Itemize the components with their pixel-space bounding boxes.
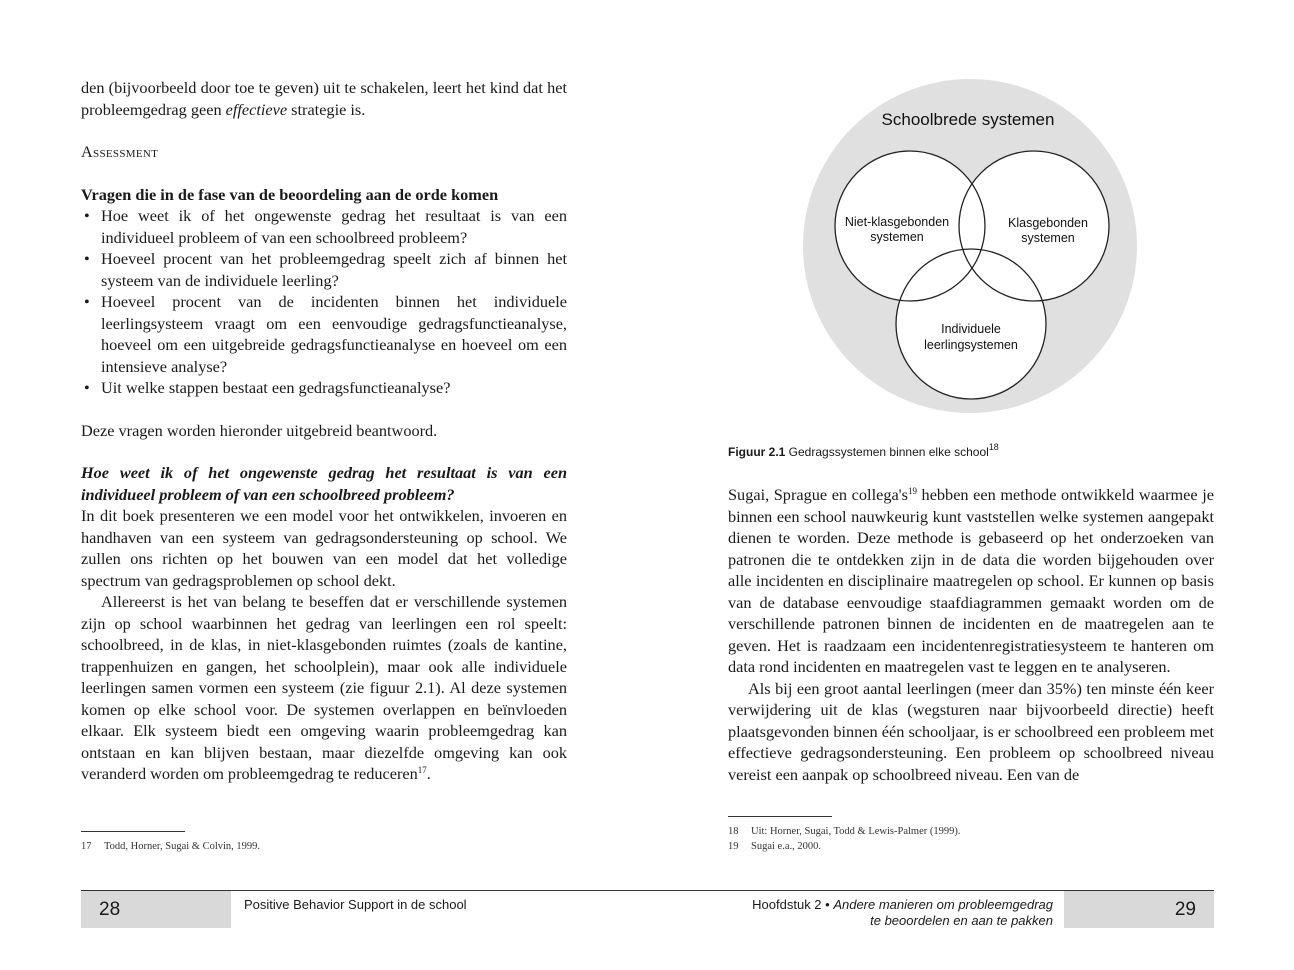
section-heading-assessment: Assessment bbox=[81, 142, 159, 161]
page-number-box-left bbox=[81, 891, 231, 928]
questions-heading: Vragen die in de fase van de beoordeling aan de orde komen bbox=[81, 184, 499, 204]
answer-intro: Deze vragen worden hieronder uitgebreid beantwoord. bbox=[81, 420, 438, 440]
right-text-column bbox=[728, 484, 1214, 785]
page-number: 29 bbox=[1174, 899, 1196, 920]
question-item: • Hoeveel procent van de incidenten binnen het individuele leerlingsysteem vraagt om een eenvoudige gedragsfunctieanalyse, hoeveel om een uitgebreide gedragsfunctieanalyse en hoeveel om een intensieve analyse? bbox=[81, 291, 567, 377]
footnote-divider bbox=[81, 831, 185, 832]
page-number-box-right bbox=[1064, 891, 1214, 928]
classroom-label-line1: Klasgebonden bbox=[1008, 216, 1088, 230]
footnote-19: 19 Sugai e.a., 2000. bbox=[728, 841, 821, 852]
schoolwide-systems-label: Schoolbrede systemen bbox=[881, 110, 1055, 129]
non-classroom-label-line2: systemen bbox=[870, 230, 924, 244]
questions-list bbox=[81, 205, 567, 399]
venn-diagram bbox=[801, 78, 1141, 418]
question-item: • Hoeveel procent van het probleemgedrag speelt zich af binnen het systeem van de individuele leerling? bbox=[81, 248, 567, 291]
body-paragraph-3: Sugai, Sprague en $collega's^{19}$ hebben een methode ontwikkeld waarmee je binnen een school nauwkeurig kunt vaststellen welke systemen aangepakt dienen te worden. Deze methode is gebaseerd op het onderzoeken van patronen die te ontdekken zijn in de data die worden bijgehouden over alle incidenten en disciplinaire maatregelen op school. Er kunnen op basis van de database eenvoudige staafdiagrammen gemaakt worden om de verschillende patronen binnen de incidenten en de maatregelen aan te geven. Het is raadzaam een incidentenregistratiesysteem te hanteren om data rond incidenten en maatregelen vast te leggen en te analyseren. bbox=[728, 485, 1214, 676]
body-paragraph-1: In dit boek presenteren we een model voor het ontwikkelen, invoeren en handhaven van een systeem van gedragsondersteuning op school. We zullen ons richten op het bouwen van een model dat het volledige spectrum van gedragsproblemen op school dekt. bbox=[81, 506, 567, 590]
subheading: Hoe weet ik of het ongewenste gedrag het resultaat is van een individueel probleem of van een schoolbreed probleem? bbox=[81, 463, 567, 504]
running-head-right: Hoofdstuk 2 • Andere manieren om probleemgedrag te beoordelen en aan te pakken bbox=[752, 897, 1053, 928]
footnote-17: 17 Todd, Horner, Sugai & Colvin, 1999. bbox=[81, 841, 261, 852]
footnote-divider bbox=[728, 816, 832, 817]
individual-label-line2: leerlingsystemen bbox=[924, 338, 1018, 352]
figure-label: Figuur 2.1 bbox=[728, 445, 786, 459]
body-paragraph-2: Allereerst is het van belang te beseffen dat er verschillende systemen zijn op school waarbinnen het gedrag van leerlingen een rol speelt: schoolbreed, in de klas, in niet-klasgebonden ruimtes (zoals de kantine, trappenhuizen en gangen, het schoolplein), maar ook alle individuele leerlingen samen vormen een systeem (zie figuur 2.1). Al deze systemen komen op elke school voor. De systemen overlappen en beïnvloeden elkaar. Elk systeem biedt een omgeving waarin probleemgedrag kan ontstaan en kan blijven bestaan, maar diezelfde omgeving kan ook veranderd worden om probleemgedrag te reduceren$^{17}$. bbox=[81, 592, 567, 783]
figure-caption: Figuur 2.1 Gedragssystemen binnen elke school$^{18}$ bbox=[728, 442, 999, 459]
footnote-ref-19: 19 bbox=[907, 486, 917, 496]
page-number: 28 bbox=[99, 899, 121, 920]
left-text-column bbox=[81, 77, 567, 785]
footnote-ref-18: 18 bbox=[988, 442, 999, 452]
question-item: • Hoe weet ik of het ongewenste gedrag het resultaat is van een individueel probleem of van een schoolbreed probleem? bbox=[81, 205, 567, 248]
question-item: • Uit welke stappen bestaat een gedragsfunctieanalyse? bbox=[81, 377, 567, 399]
non-classroom-label-line1: Niet-klasgebonden bbox=[844, 215, 950, 229]
classroom-label-line2: systemen bbox=[1021, 231, 1075, 245]
footnote-ref-17: 17 bbox=[417, 765, 427, 775]
intro-paragraph: den (bijvoorbeeld door toe te geven) uit te schakelen, leert het kind dat het probleemgedrag geen effectieve strategie is. bbox=[81, 78, 567, 119]
right-page bbox=[647, 0, 1294, 970]
emphasis-effectieve: effectieve bbox=[225, 99, 288, 119]
body-paragraph-4: Als bij een groot aantal leerlingen (meer dan 35%) ten minste één keer verwijdering uit de klas (wegsturen naar bijvoorbeeld directie) heeft plaatsgevonden binnen één schooljaar, is er schoolbreed een probleem met effectieve gedragsondersteuning. Een probleem op schoolbreed niveau vereist een aanpak op schoolbreed niveau. Een van de bbox=[728, 678, 1214, 784]
individual-label-line1: Individuele bbox=[941, 322, 1001, 336]
footnote-18: 18 Uit: Horner, Sugai, Todd & Lewis-Palmer (1999). bbox=[728, 826, 961, 837]
running-head-left: Positive Behavior Support in de school bbox=[244, 897, 467, 912]
